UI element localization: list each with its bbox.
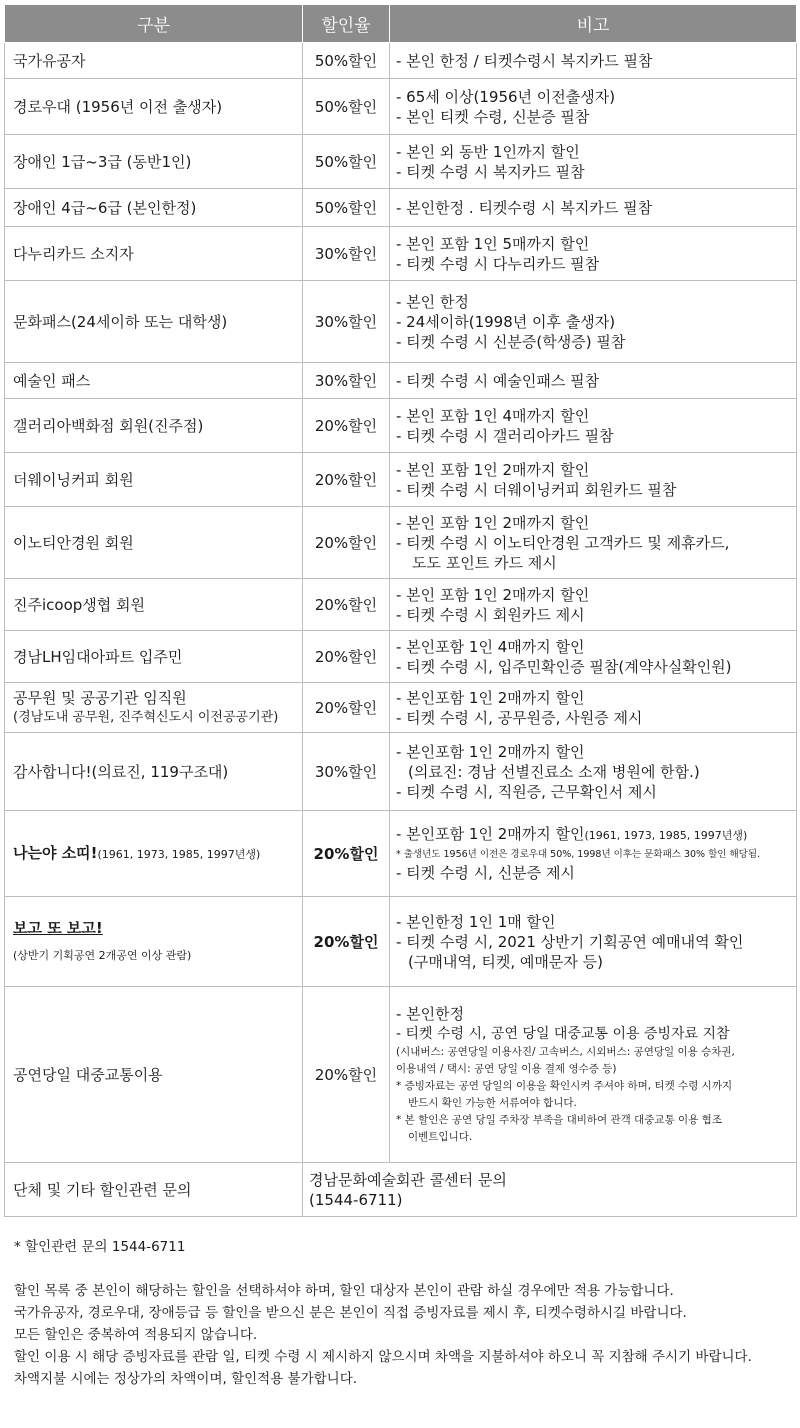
note-line: - 티켓 수령 시 갤러리아카드 필참 (396, 426, 614, 445)
row-category: 단체 및 기타 할인관련 문의 (5, 1163, 303, 1217)
row-rate: 20%할인 (303, 453, 390, 507)
row-rate: 20%할인 (303, 579, 390, 631)
table-row (5, 683, 797, 733)
table-row (5, 281, 797, 363)
table-row (5, 631, 797, 683)
note-line: - 본인 포함 1인 5매까지 할인 (396, 234, 590, 253)
row-category: 문화패스(24세이하 또는 대학생) (5, 281, 303, 363)
table-row (5, 733, 797, 811)
note-line: - 24세이하(1998년 이후 출생자) (396, 312, 616, 331)
row-rate: 50%할인 (303, 189, 390, 227)
note-line: - 본인한정 (396, 1004, 465, 1023)
row-rate: 50%할인 (303, 79, 390, 135)
row-category: 경남LH임대아파트 입주민 (5, 631, 303, 683)
row-notes (390, 79, 797, 135)
note-line: 도도 포인트 카드 제시 (412, 553, 557, 572)
table-row (5, 43, 797, 79)
row-category-title: 보고 또 보고! (13, 918, 103, 937)
note-detail: (시내버스: 공연당일 이용사진/ 고속버스, 시외버스: 공연당일 이용 승차권, (396, 1045, 735, 1058)
row-notes (390, 189, 797, 227)
row-category: 다누리카드 소지자 (5, 227, 303, 281)
note-asterisk: * 출생년도 1956년 이전은 경로우대 50%, 1998년 이후는 문화패스 30% 할인 해당됨. (396, 849, 761, 860)
note-line: - 티켓 수령 시 예술인패스 필참 (396, 371, 600, 390)
note-line: - 티켓 수령 시 더웨이닝커피 회원카드 필참 (396, 480, 677, 499)
contact-line: 경남문화예술회관 콜센터 문의 (309, 1170, 507, 1189)
row-notes (390, 811, 797, 897)
note-line: - 티켓 수령 시 회원카드 제시 (396, 605, 585, 624)
table-row (5, 189, 797, 227)
row-notes (390, 43, 797, 79)
row-notes (390, 733, 797, 811)
footer-notes (14, 1236, 794, 1390)
footer-contact: * 할인관련 문의 1544-6711 (14, 1239, 186, 1255)
row-notes (390, 631, 797, 683)
row-category: 장애인 1급~3급 (동반1인) (5, 135, 303, 189)
note-line: - 본인한정 1인 1매 할인 (396, 912, 556, 931)
row-notes (390, 399, 797, 453)
discount-table (4, 4, 797, 1217)
row-rate: 20%할인 (303, 897, 390, 987)
note-line: - 티켓 수령 시 이노티안경원 고객카드 및 제휴카드, (396, 533, 730, 552)
row-notes (390, 363, 797, 399)
table-row (5, 79, 797, 135)
note-line: - 티켓 수령 시 신분증(학생증) 필참 (396, 332, 626, 351)
row-category: 갤러리아백화점 회원(진주점) (5, 399, 303, 453)
row-category: 공연당일 대중교통이용 (5, 987, 303, 1163)
table-row (5, 399, 797, 453)
contact-phone: (1544-6711) (309, 1190, 403, 1209)
note-detail: 이벤트입니다. (408, 1130, 473, 1143)
row-category-title: 나는야 소띠! (13, 843, 98, 862)
note-years: (1961, 1973, 1985, 1997년생) (584, 829, 748, 842)
row-category: 경로우대 (1956년 이전 출생자) (5, 79, 303, 135)
row-notes (390, 987, 797, 1163)
header-notes: 비고 (390, 5, 797, 43)
note-detail: 이용내역 / 택시: 공연 당일 이용 결제 영수증 등) (396, 1062, 617, 1075)
note-line: - 티켓 수령 시, 직원증, 근무확인서 제시 (396, 782, 657, 801)
row-category: 장애인 4급~6급 (본인한정) (5, 189, 303, 227)
table-row (5, 363, 797, 399)
table-row (5, 987, 797, 1163)
row-category: 이노티안경원 회원 (5, 507, 303, 579)
row-rate: 30%할인 (303, 281, 390, 363)
footer-line: 할인 이용 시 해당 증빙자료를 관람 일, 티켓 수령 시 제시하지 않으시며 차액을 지불하셔야 하오니 꼭 지참해 주시기 바랍니다. (14, 1349, 752, 1365)
note-line: - 본인포함 1인 2매까지 할인 (396, 742, 585, 761)
note-asterisk: * 증빙자료는 공연 당일의 이용을 확인시켜 주셔야 하며, 티켓 수령 시까지 (396, 1079, 733, 1092)
note-line: - 티켓 수령 시, 입주민확인증 필참(계약사실확인원) (396, 657, 732, 676)
note-line: - 본인 티켓 수령, 신분증 필참 (396, 107, 590, 126)
row-rate: 30%할인 (303, 733, 390, 811)
note-text: - 본인포함 1인 2매까지 할인 (396, 825, 585, 843)
row-rate: 30%할인 (303, 227, 390, 281)
row-rate: 50%할인 (303, 43, 390, 79)
row-notes (390, 135, 797, 189)
note-line: - 티켓 수령 시, 신분증 제시 (396, 864, 575, 882)
note-line: - 본인 포함 1인 4매까지 할인 (396, 406, 590, 425)
note-line: - 본인 포함 1인 2매까지 할인 (396, 460, 590, 479)
header-category: 구분 (5, 5, 303, 43)
note-line: - 본인 한정 / 티켓수령시 복지카드 필참 (396, 51, 653, 70)
row-category (5, 897, 303, 987)
row-category: 진주icoop생협 회원 (5, 579, 303, 631)
note-line (396, 824, 794, 846)
row-rate: 20%할인 (303, 507, 390, 579)
row-notes (390, 227, 797, 281)
row-notes (390, 683, 797, 733)
note-line: (구매내역, 티켓, 예매문자 등) (408, 952, 603, 971)
row-contact (303, 1163, 797, 1217)
row-category-years: (1961, 1973, 1985, 1997년생) (97, 847, 261, 861)
row-notes (390, 281, 797, 363)
note-line: - 본인포함 1인 2매까지 할인 (396, 688, 585, 707)
note-line: - 티켓 수령 시, 2021 상반기 기획공연 예매내역 확인 (396, 932, 744, 951)
table-row (5, 507, 797, 579)
footer-line: 차액지불 시에는 정상가의 차액이며, 할인적용 불가합니다. (14, 1371, 358, 1387)
row-rate: 20%할인 (303, 987, 390, 1163)
row-rate: 30%할인 (303, 363, 390, 399)
row-notes (390, 507, 797, 579)
note-line: - 본인 포함 1인 2매까지 할인 (396, 585, 590, 604)
table-header-row (5, 5, 797, 43)
row-notes (390, 579, 797, 631)
note-detail: 반드시 확인 가능한 서류여야 합니다. (408, 1096, 577, 1109)
table-row (5, 897, 797, 987)
table-row (5, 135, 797, 189)
row-category-sub: (상반기 기획공연 2개공연 이상 관람) (13, 948, 192, 962)
row-category: 감사합니다!(의료진, 119구조대) (5, 733, 303, 811)
row-category: 더웨이닝커피 회원 (5, 453, 303, 507)
footer-line: 할인 목록 중 본인이 해당하는 할인을 선택하셔야 하며, 할인 대상자 본인이 관람 하실 경우에만 적용 가능합니다. (14, 1283, 674, 1299)
table-row (5, 227, 797, 281)
row-notes (390, 897, 797, 987)
row-category: 예술인 패스 (5, 363, 303, 399)
footer-line: 국가유공자, 경로우대, 장애등급 등 할인을 받으신 분은 본인이 직접 증빙자료를 제시 후, 티켓수령하시길 바랍니다. (14, 1305, 687, 1321)
table-row (5, 579, 797, 631)
note-line: - 본인 한정 (396, 292, 469, 311)
header-rate: 할인율 (303, 5, 390, 43)
note-line: - 티켓 수령 시 다누리카드 필참 (396, 254, 600, 273)
table-row (5, 453, 797, 507)
note-line: - 본인 포함 1인 2매까지 할인 (396, 513, 590, 532)
note-line: - 티켓 수령 시 복지카드 필참 (396, 162, 585, 181)
note-line: - 본인 외 동반 1인까지 할인 (396, 142, 580, 161)
row-rate: 50%할인 (303, 135, 390, 189)
row-notes (390, 453, 797, 507)
note-line: - 본인한정 . 티켓수령 시 복지카드 필참 (396, 198, 653, 217)
row-rate: 20%할인 (303, 811, 390, 897)
note-asterisk: * 본 할인은 공연 당일 주차장 부족을 대비하여 관객 대중교통 이용 협조 (396, 1113, 722, 1126)
note-line: - 본인포함 1인 4매까지 할인 (396, 637, 585, 656)
row-rate: 20%할인 (303, 399, 390, 453)
table-row (5, 811, 797, 897)
note-line: - 티켓 수령 시, 공무원증, 사원증 제시 (396, 708, 643, 727)
row-category (5, 683, 303, 733)
note-line: - 티켓 수령 시, 공연 당일 대중교통 이용 증빙자료 지참 (396, 1025, 730, 1042)
row-category-title: 공무원 및 공공기관 임직원 (13, 688, 187, 707)
row-category: 국가유공자 (5, 43, 303, 79)
footer-line: 모든 할인은 중복하여 적용되지 않습니다. (14, 1327, 258, 1343)
row-rate: 20%할인 (303, 631, 390, 683)
row-rate: 20%할인 (303, 683, 390, 733)
note-line: - 65세 이상(1956년 이전출생자) (396, 87, 616, 106)
row-category-sub: (경남도내 공무원, 진주혁신도시 이전공공기관) (13, 709, 279, 725)
table-row (5, 1163, 797, 1217)
row-category (5, 811, 303, 897)
note-line: (의료진: 경남 선별진료소 소재 병원에 한함.) (408, 762, 700, 781)
